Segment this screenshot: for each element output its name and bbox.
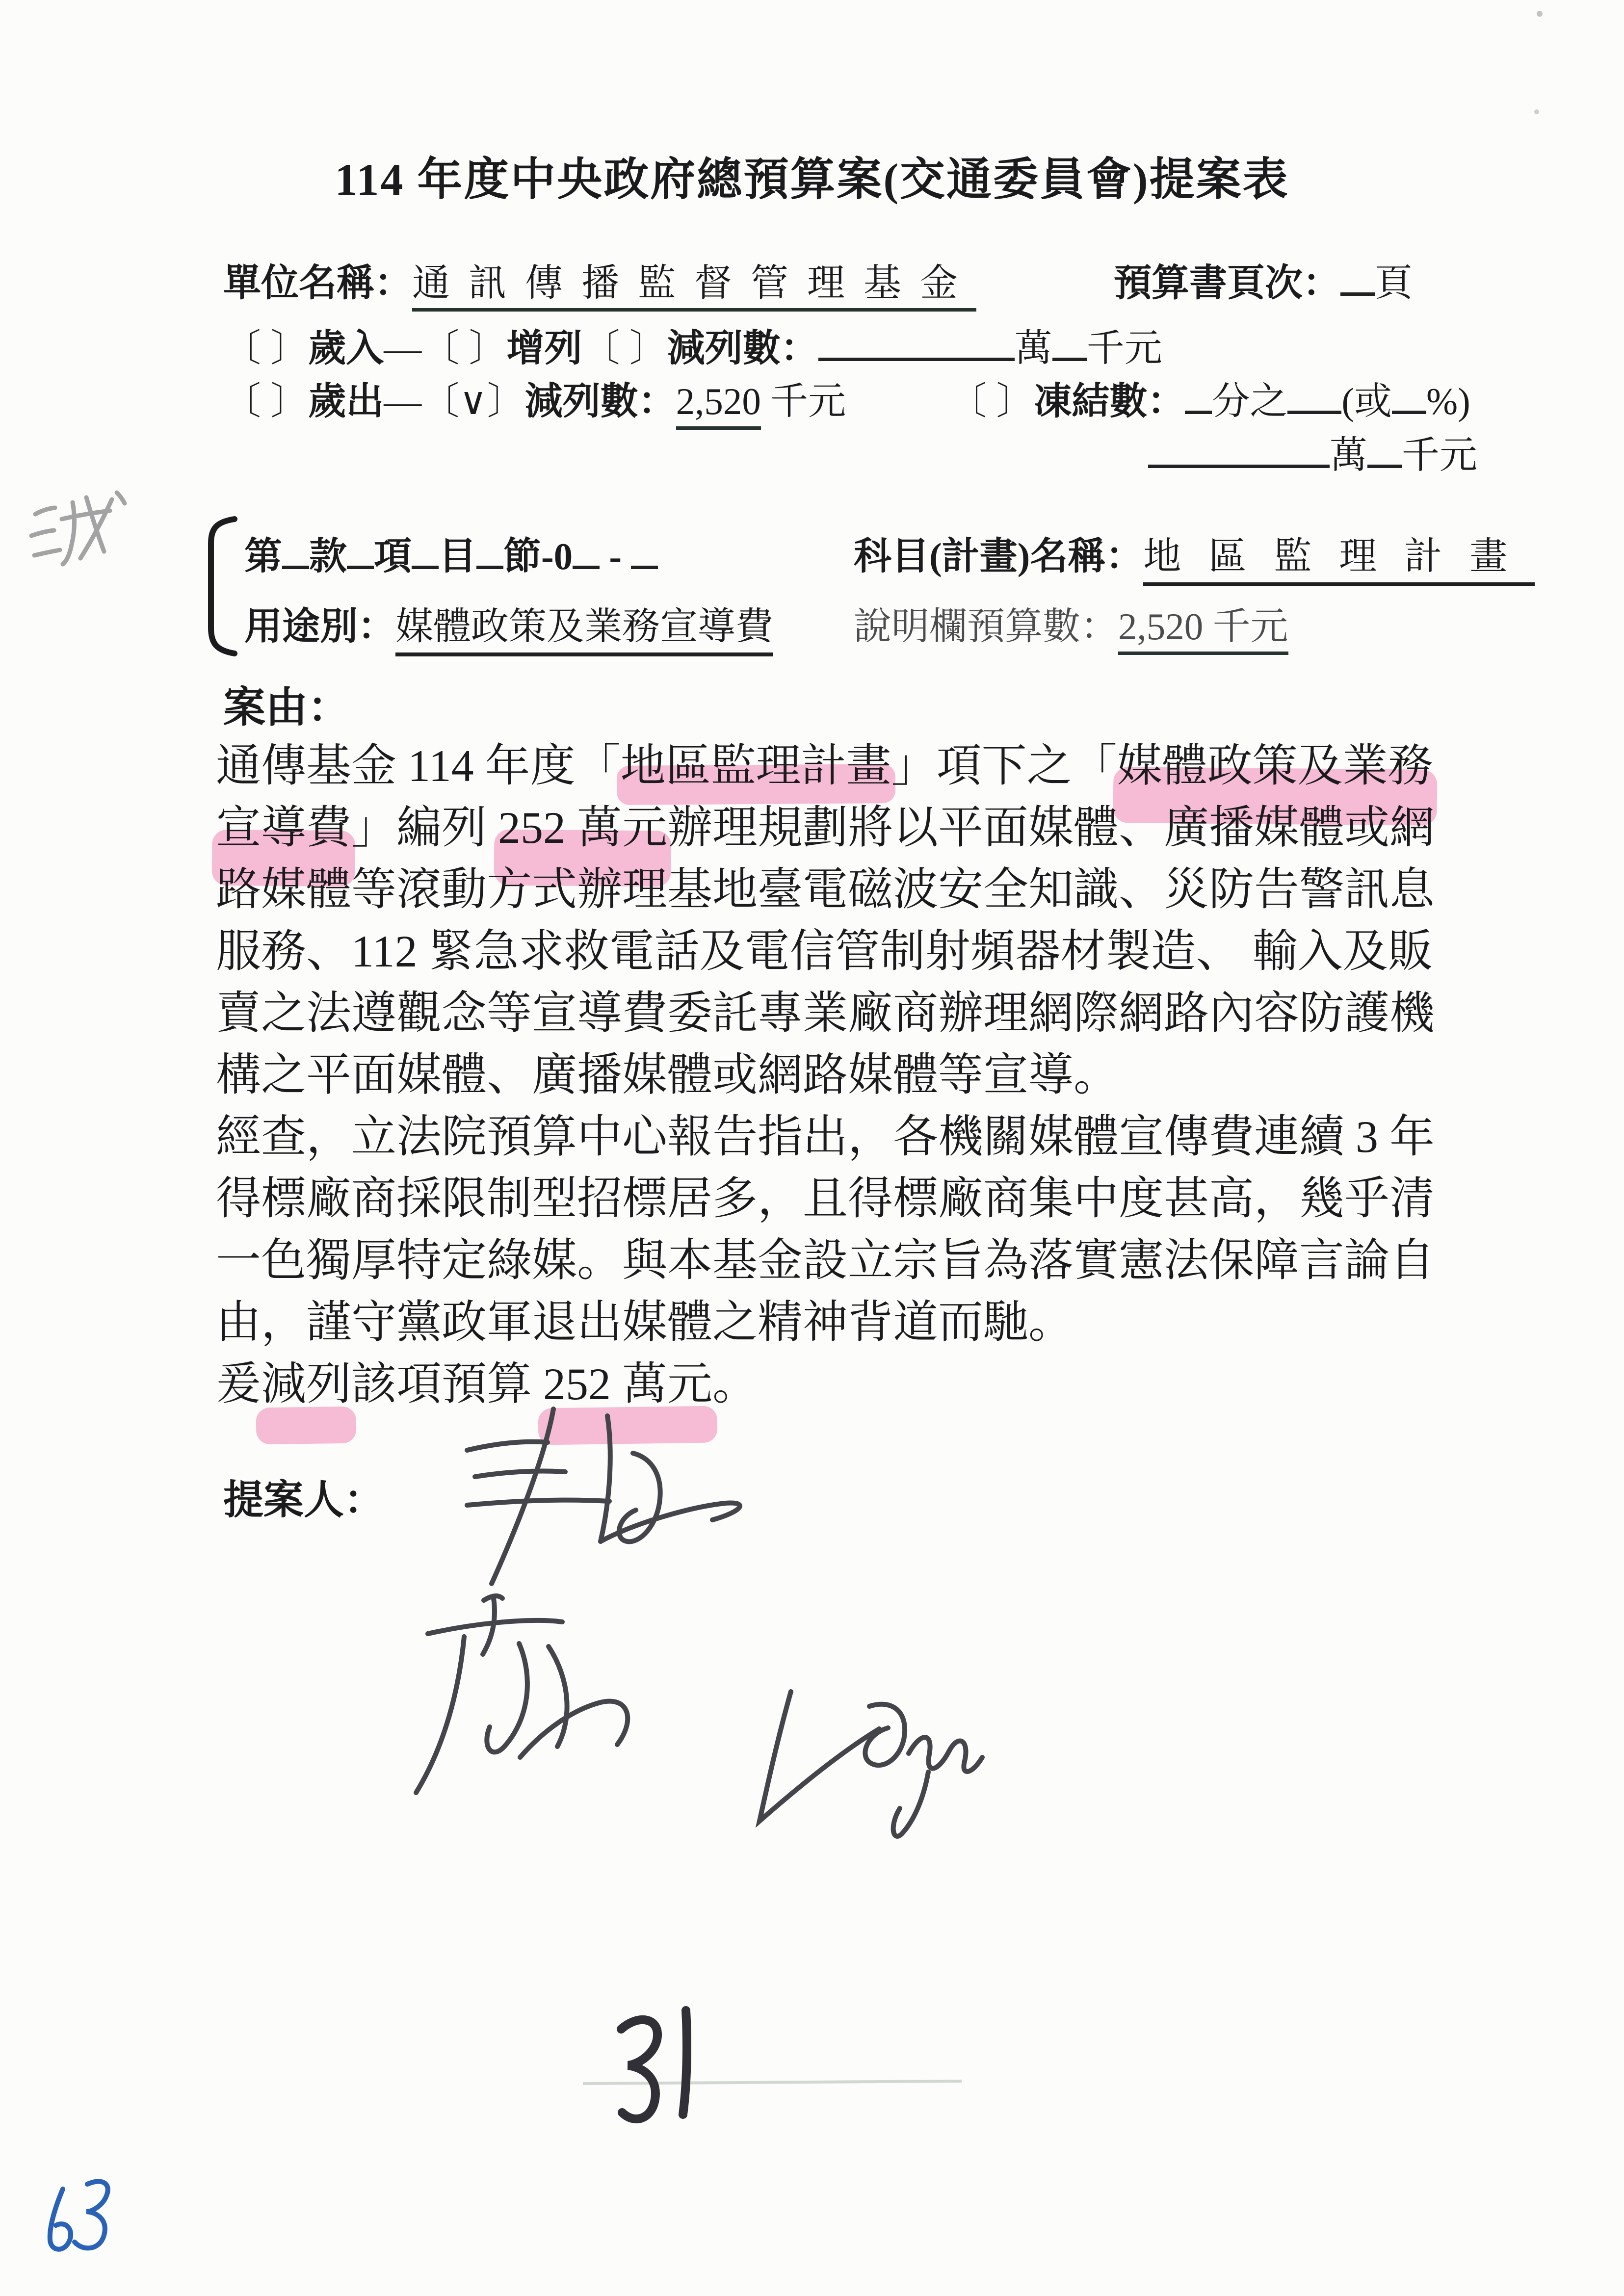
- case-body-mid: [216, 859, 1472, 1353]
- page-title: 114 年度中央政府總預算案(交通委員會)提案表: [335, 155, 1289, 205]
- blank-line: [1392, 375, 1426, 414]
- case-body-line: 賣之法遵觀念等宣導費委託專業廠商辦理網際網路內容防護機: [216, 988, 1435, 1038]
- fenzhi-label: 分之: [1212, 380, 1288, 422]
- case-body-line: [216, 1353, 1472, 1415]
- expense-decrease-label: 減列數：: [524, 380, 676, 422]
- blank-line: [476, 530, 503, 569]
- highlighted-text: 地區監理計畫: [620, 741, 891, 791]
- budget-page-unit: 頁: [1375, 262, 1413, 304]
- case-body-line: 由，謹守黨政軍退出媒體之精神背道而馳。: [216, 1297, 1074, 1347]
- mu-label: 目: [439, 535, 476, 577]
- revenue-row: [223, 318, 1162, 372]
- xiang-label: 項: [374, 535, 412, 577]
- case-body-line: [216, 797, 1472, 859]
- jie-label: 節-0: [503, 535, 573, 577]
- subject-value: 地區監理計畫: [1143, 535, 1535, 586]
- expense-amount: 2,520: [676, 380, 761, 430]
- usage-value: 媒體政策及業務宣導費: [395, 605, 773, 656]
- item-number-row: [244, 526, 658, 580]
- amount-tail-row: [1148, 425, 1477, 479]
- kuan-label: 款: [309, 535, 347, 577]
- highlighted-text: 減列: [261, 1359, 352, 1409]
- usage-row: [244, 596, 773, 651]
- decrease-label: 減列數：: [667, 327, 818, 369]
- item-dash: -: [609, 535, 622, 577]
- subject-row: [854, 526, 1535, 580]
- text-segment: 。: [712, 1359, 758, 1409]
- blank-line: [1052, 322, 1087, 361]
- subject-label: 科目(計畫)名稱：: [854, 535, 1144, 577]
- text-segment: 該項預算: [351, 1359, 544, 1409]
- case-body-line: 經查，立法院預算中心報告指出，各機關媒體宣傳費連續 3 年: [216, 1112, 1435, 1162]
- scan-speck: [1534, 109, 1539, 114]
- budget-page-label: 預算書頁次：: [1114, 262, 1340, 304]
- revenue-label: 歲入: [308, 327, 384, 369]
- note-budget-value: 2,520 千元: [1118, 605, 1288, 655]
- blank-line: [1287, 375, 1341, 414]
- case-body-line: 一色獨厚特定綠媒。與本基金設立宗旨為落實憲法保障言論自: [216, 1235, 1435, 1285]
- wan-unit: 萬: [1330, 434, 1367, 476]
- proposer-label: 提案人：: [223, 1478, 385, 1522]
- blank-line: [412, 530, 439, 569]
- freeze-label: 凍結數：: [1034, 380, 1185, 422]
- or-open: (或: [1341, 380, 1392, 422]
- di-label: 第: [244, 535, 282, 577]
- text-segment: 」項下之「: [891, 741, 1117, 791]
- case-heading: 案由：: [223, 684, 350, 731]
- expense-label: 歲出: [308, 380, 384, 422]
- increase-checkbox: 〔 〕: [421, 327, 507, 369]
- text-segment: 爰: [216, 1359, 262, 1409]
- case-body-line: 得標廠商採限制型招標居多，且得標廠商集中度甚高，幾乎清: [216, 1174, 1435, 1224]
- highlighted-text: 宣導費: [216, 803, 352, 853]
- corner-number-63: [50, 2181, 108, 2249]
- case-body-line: 路媒體等滾動方式辦理基地臺電磁波安全知識、災防告警訊息: [216, 864, 1435, 914]
- blank-line: [1340, 257, 1375, 296]
- expense-checkbox: 〔 〕: [223, 380, 309, 422]
- highlighted-text: 媒體政策及業務: [1117, 741, 1433, 791]
- blank-line: [347, 530, 374, 569]
- pct-close: %): [1426, 380, 1470, 422]
- case-body-line: 構之平面媒體、廣播媒體或網路媒體等宣導。: [216, 1050, 1119, 1100]
- unit-name-value: 通訊傳播監督管理基金: [412, 262, 976, 312]
- text-segment: 辦理規劃將以平面媒體、廣播媒體或網: [667, 803, 1435, 853]
- scan-speck: [1537, 11, 1543, 17]
- expense-amount-unit: 千元: [770, 380, 846, 422]
- blank-line: [1148, 429, 1330, 468]
- freeze-checkbox: 〔 〕: [949, 380, 1034, 422]
- text-segment: 通傳基金 114 年度「: [216, 741, 621, 791]
- wan-unit: 萬: [1014, 327, 1052, 369]
- blank-line: [1185, 375, 1212, 414]
- note-budget-row: [854, 596, 1288, 651]
- margin-note-jian: [31, 493, 125, 564]
- note-budget-label: 說明欄預算數：: [854, 605, 1118, 648]
- case-body-line: [216, 735, 1472, 797]
- increase-label: 增列: [506, 327, 582, 369]
- expense-row: [223, 371, 1470, 425]
- unit-name-row: [223, 253, 976, 307]
- blank-line: [1367, 429, 1402, 468]
- usage-label: 用途別：: [244, 605, 395, 648]
- expense-checked-box: 〔∨〕: [421, 380, 525, 422]
- blank-line: [282, 530, 309, 569]
- decrease-checkbox: 〔 〕: [582, 327, 667, 369]
- highlighted-text: 252 萬元: [498, 803, 668, 853]
- highlighted-text: 252 萬元: [543, 1359, 713, 1409]
- case-body: [216, 735, 1472, 1415]
- signature-2: [416, 1596, 628, 1793]
- scan-artifact-line: [583, 2081, 962, 2084]
- text-segment: 」編列: [351, 803, 498, 853]
- budget-page-row: [1114, 253, 1413, 307]
- signature-3: [760, 1692, 982, 1836]
- dash: —: [384, 327, 422, 369]
- dash: —: [384, 380, 422, 422]
- blank-line: [573, 530, 600, 569]
- qianyuan-unit: 千元: [1402, 434, 1477, 476]
- blank-line: [631, 530, 658, 569]
- case-body-line: 服務、112 緊急求救電話及電信管制射頻器材製造、 輸入及販: [216, 926, 1433, 976]
- revenue-checkbox: 〔 〕: [223, 327, 309, 369]
- page-number-31: [621, 2010, 687, 2119]
- blank-line: [818, 322, 1015, 361]
- qianyuan-unit: 千元: [1086, 327, 1162, 369]
- unit-name-label: 單位名稱：: [223, 262, 412, 304]
